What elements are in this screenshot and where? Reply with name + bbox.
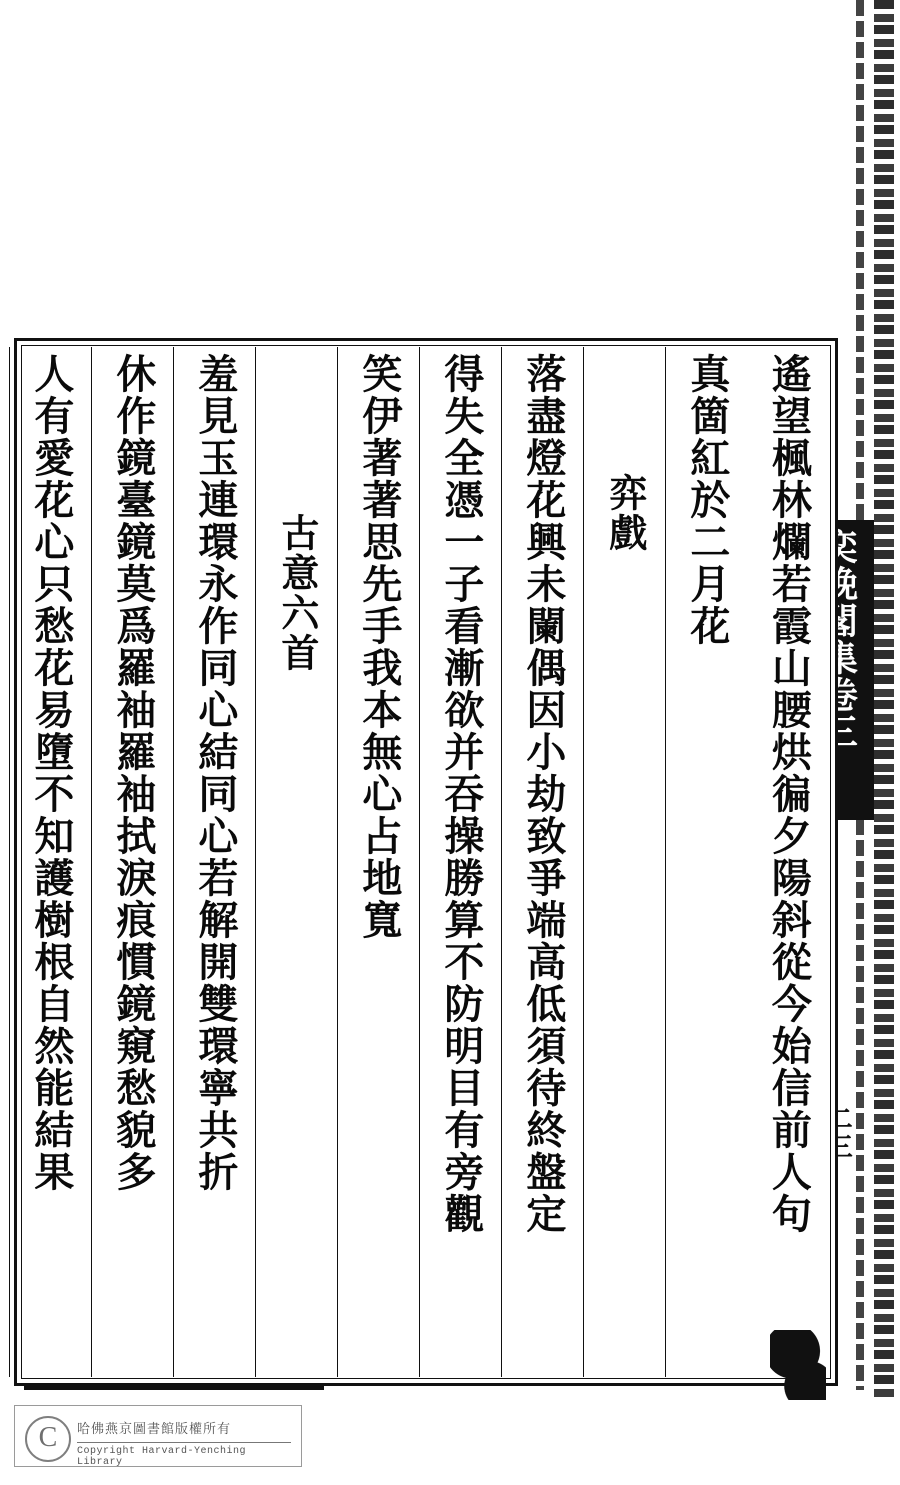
page-edge-ink-right [874,0,894,1400]
text-column-4 [501,347,583,1377]
copyright-icon: C [25,1416,71,1462]
section-heading-text: 古意六首 [274,513,320,673]
text-column-10 [9,347,91,1377]
text-column-7-heading [255,347,337,1377]
text-column-8 [173,347,255,1377]
column-text: 落盡燈花興未闌偶因小劫致爭端高低須待終盤定 [519,353,567,1235]
text-column-3-heading [583,347,665,1377]
column-text: 笑伊著著思先手我本無心占地寬 [355,353,403,941]
text-block-frame [14,338,838,1386]
text-column-9 [91,347,173,1377]
text-column-6 [337,347,419,1377]
column-text: 羞見玉連環永作同心結同心若解開雙環寧共折 [191,353,239,1193]
ink-blotch-bottom [24,1386,324,1390]
column-text: 得失全憑一子看漸欲并吞操勝算不防明目有旁觀 [437,353,485,1235]
text-column-5 [419,347,501,1377]
ink-blotch-right [770,1330,826,1400]
library-copyright-stamp [14,1405,302,1467]
stamp-english-text: Copyright Harvard-Yenching Library [77,1442,291,1468]
text-column-1 [747,347,829,1377]
column-text: 休作鏡臺鏡莫爲羅袖羅袖拭淚痕慣鏡窺愁貌多 [109,353,157,1193]
text-column-2 [665,347,747,1377]
stamp-chinese-text: 哈佛燕京圖書館版權所有 [77,1422,232,1437]
column-text: 遙望楓林爛若霞山腰烘徧夕陽斜從今始信前人句 [765,353,813,1235]
section-heading-text: 弈戲 [602,473,648,553]
column-text: 人有愛花心只愁花易墮不知護樹根自然能結果 [27,353,75,1193]
column-text: 真箇紅於二月花 [683,353,731,647]
text-columns [23,347,829,1377]
